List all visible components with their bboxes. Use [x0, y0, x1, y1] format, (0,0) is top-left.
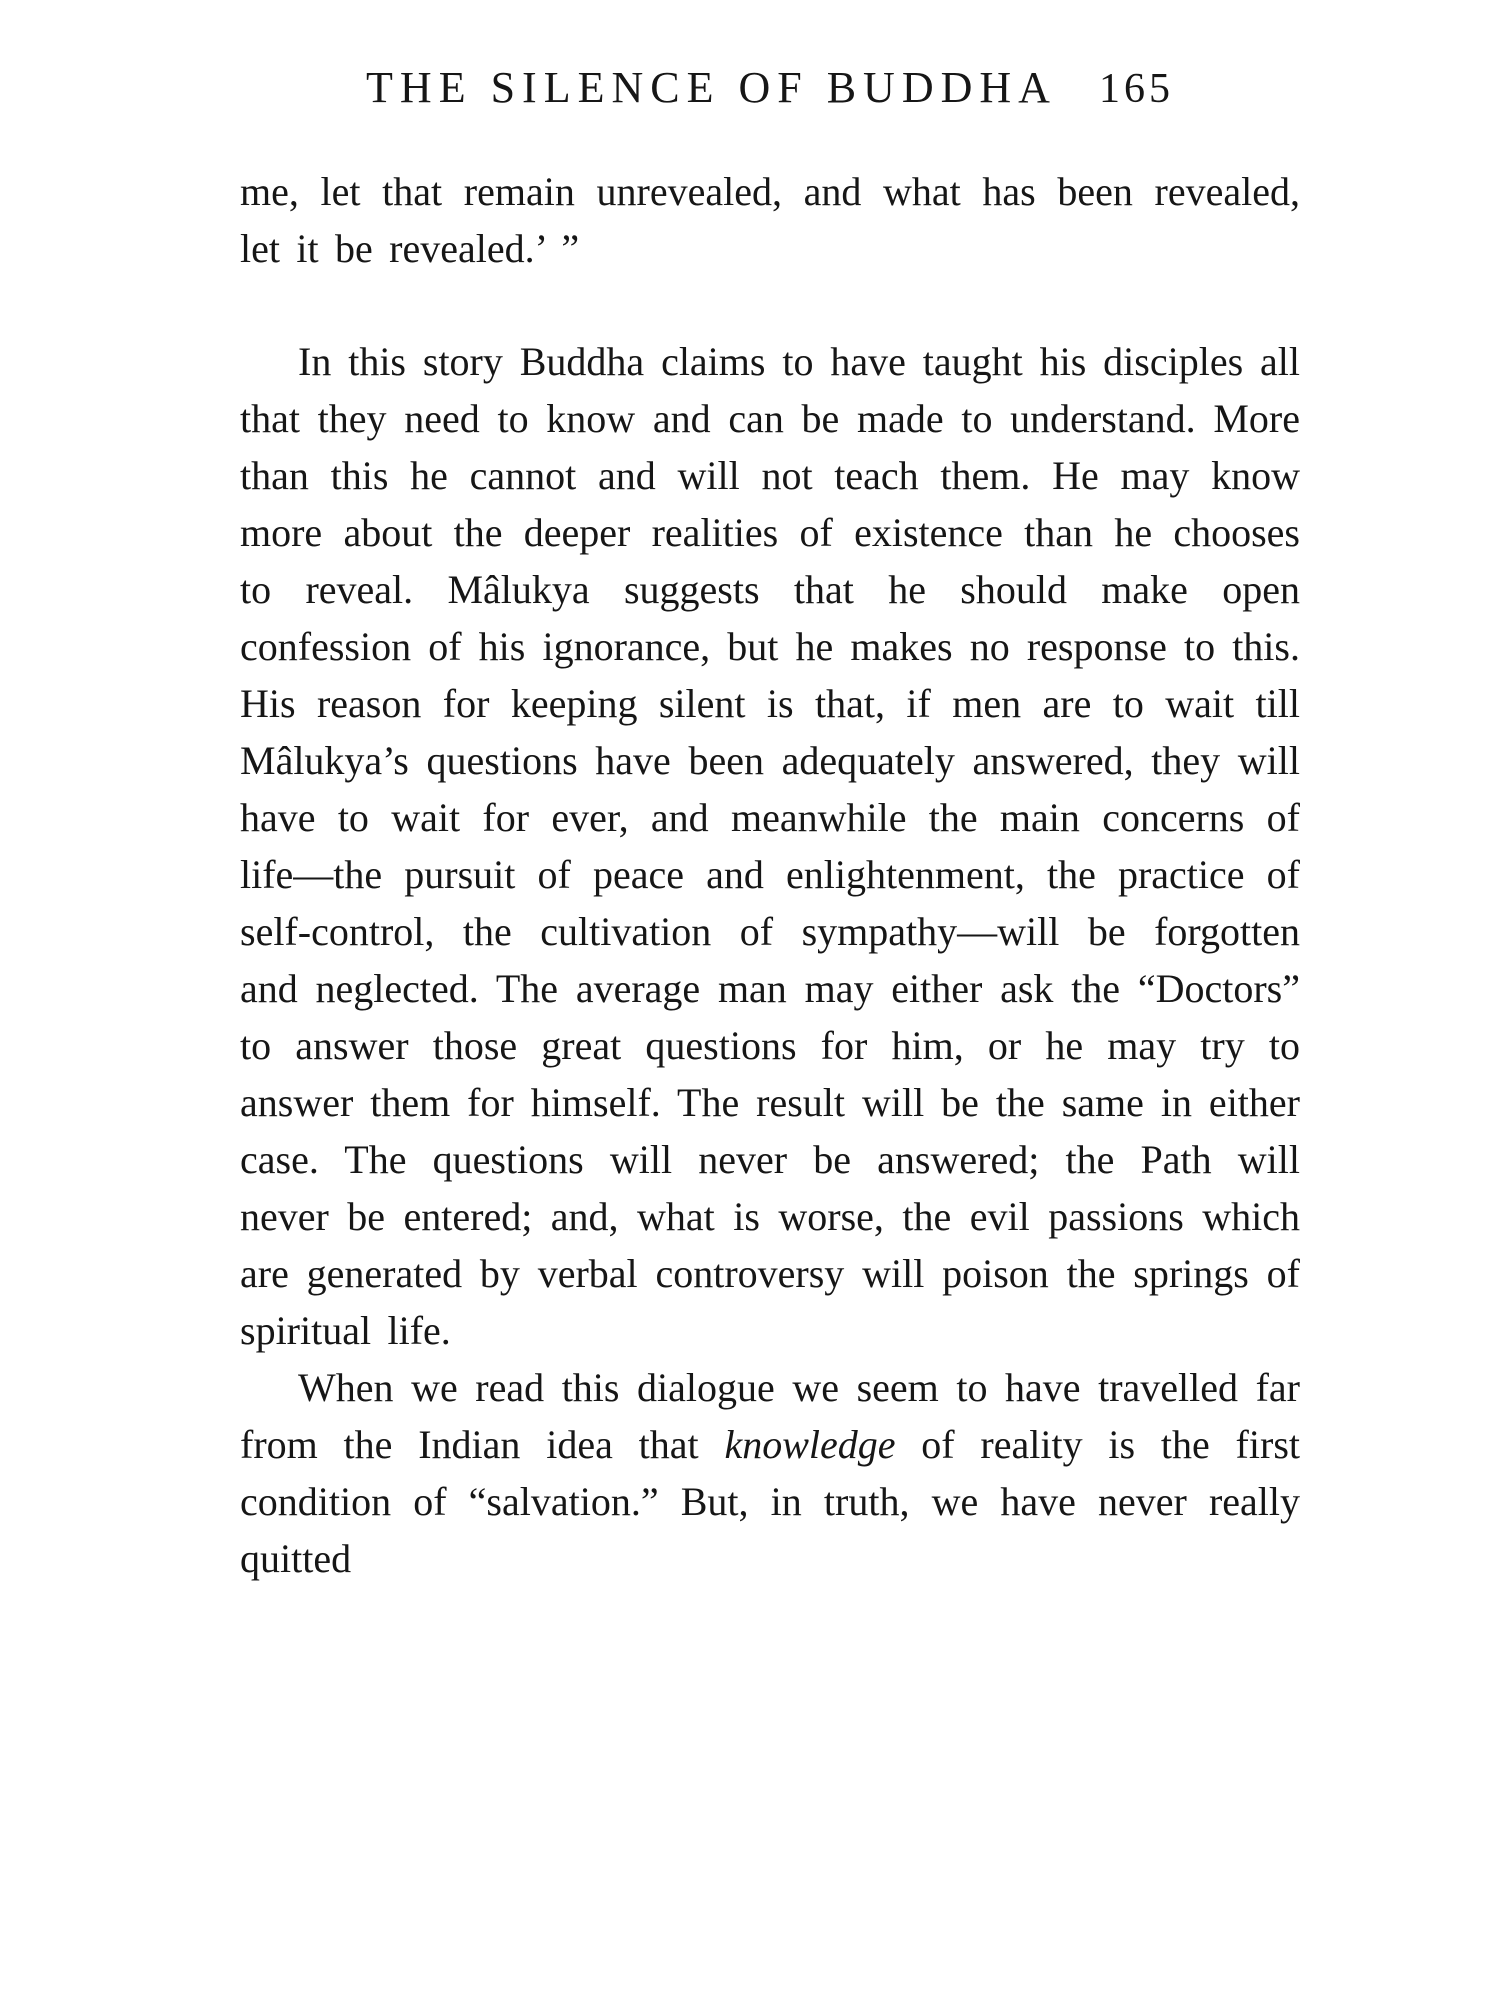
page-number: 165 [1098, 66, 1174, 112]
page-header [240, 62, 1300, 113]
italic-word-knowledge: knowledge [724, 1422, 896, 1467]
paragraph-main: In this story Buddha claims to have taught his disciples all that they need to know and can be made to understand. More than this he cannot and will not teach them. He may know more about the deeper realities of existence than he chooses to reveal. Mâlukya suggests that he should make open confession of his ignorance, but he makes no response to this. His reason for keeping silent is that, if men are to wait till Mâlukya’s questions have been adequately answered, they will have to wait for ever, and meanwhile the main concerns of life—the pursuit of peace and enlightenment, the practice of self-control, the cultivation of sympathy—will be forgotten and neglected. The average man may either ask the “Doctors” to answer those great questions for him, or he may try to answer them for himself. The result will be the same in either case. The questions will never be answered; the Path will never be entered; and, what is worse, the evil passions which are generated by verbal controversy will poison the springs of spiritual life. [240, 339, 1300, 1353]
paragraph-closing [240, 1359, 1300, 1587]
body-text [240, 163, 1300, 1587]
running-head-title: THE SILENCE OF BUDDHA [366, 63, 1057, 112]
text-run-before-italic: When we read this dialogue we seem to have travelled far from the Indian idea that [240, 1365, 1300, 1467]
text-run-after-italic: of reality is the first condition of “salvation.” But, in truth, we have never really quitted [240, 1422, 1300, 1581]
paragraph-continuation: me, let that remain unrevealed, and what has been revealed, let it be revealed.’ ” [240, 169, 1300, 271]
